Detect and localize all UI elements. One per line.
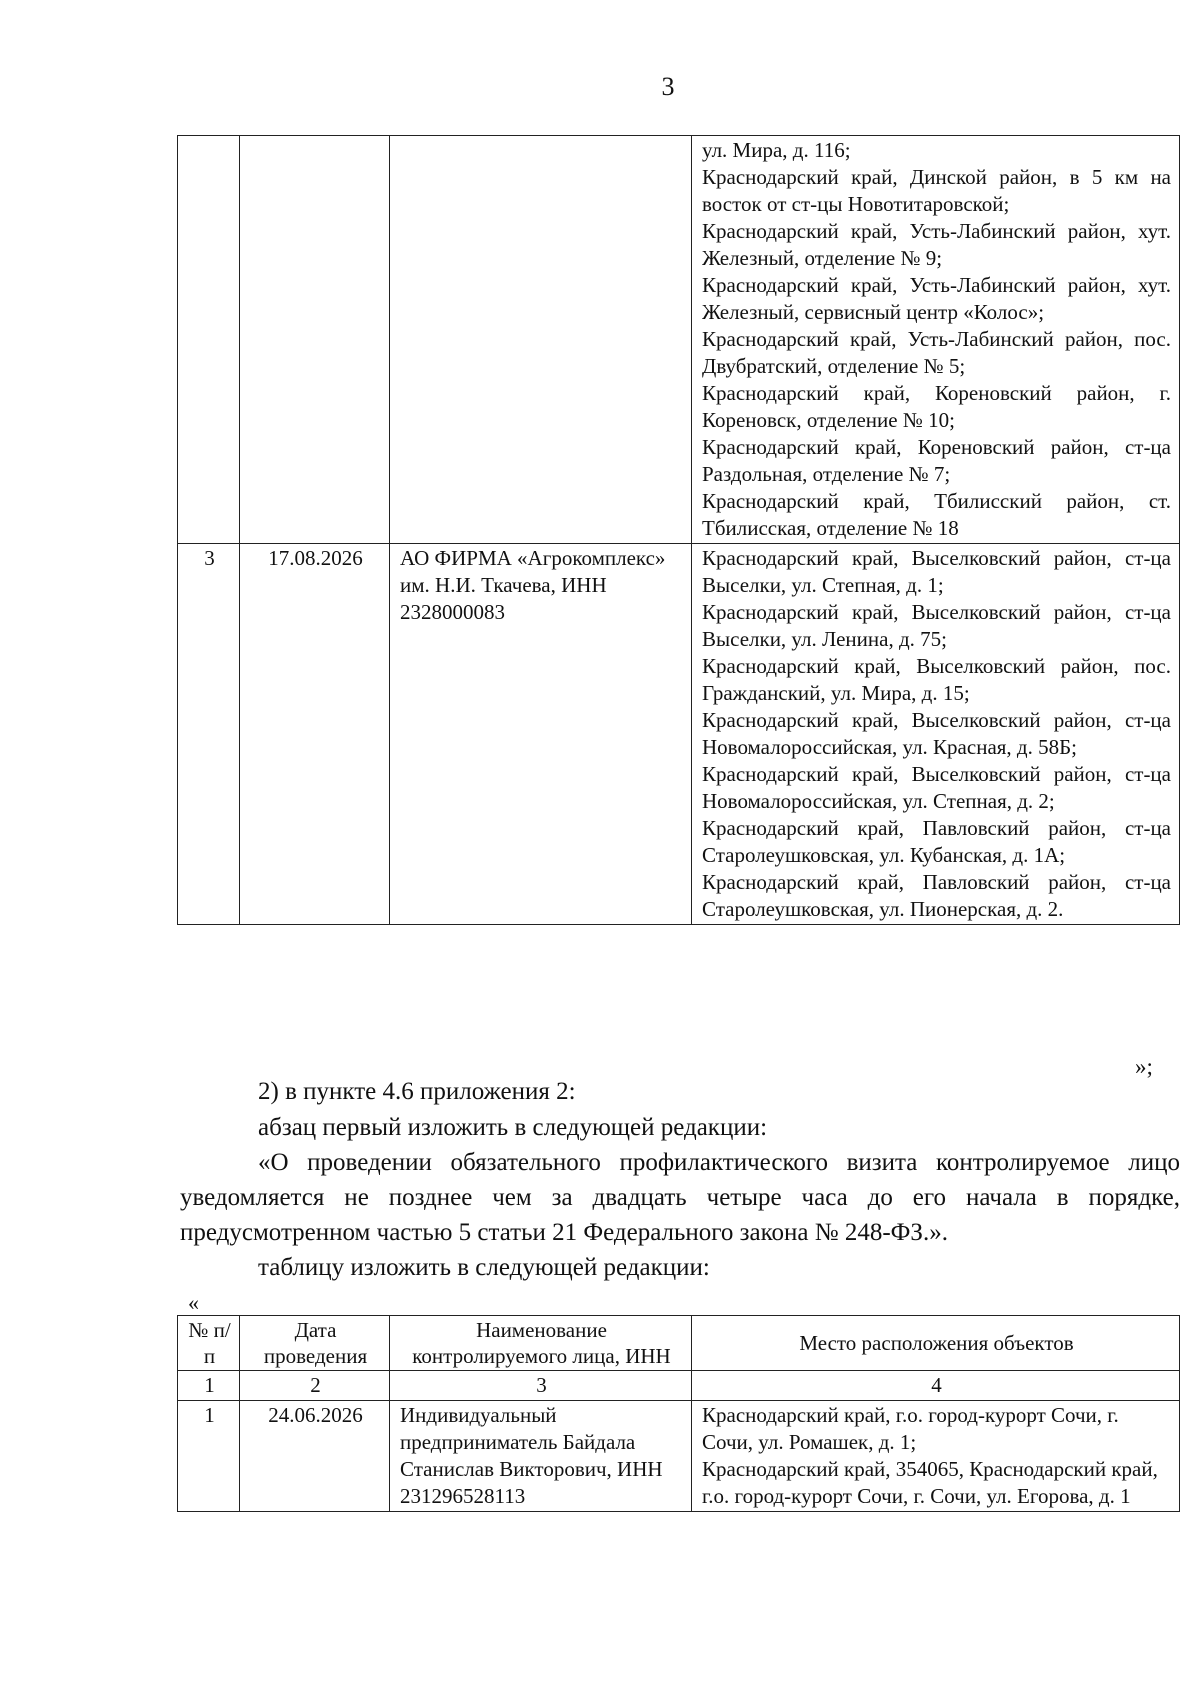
date-cell: 17.08.2026 bbox=[240, 544, 390, 925]
address-line: Краснодарский край, Усть-Лабинский район, хут. Железный, сервисный центр «Колос»; bbox=[702, 273, 1171, 324]
address-line: Краснодарский край, Выселковский район, ст-ца Выселки, ул. Степная, д. 1; bbox=[702, 546, 1171, 597]
address-line: Краснодарский край, Усть-Лабинский район, хут. Железный, отделение № 9; bbox=[702, 219, 1171, 270]
table-header-row bbox=[178, 1316, 1180, 1371]
address-line: Краснодарский край, Тбилисский район, ст. Тбилисская, отделение № 18 bbox=[702, 489, 1171, 540]
open-quote: « bbox=[188, 1290, 199, 1315]
address-line: Краснодарский край, Кореновский район, г. Кореновск, отделение № 10; bbox=[702, 381, 1171, 432]
address-line: ул. Мира, д. 116; bbox=[702, 138, 851, 162]
name-cell bbox=[390, 136, 692, 544]
address-line: Краснодарский край, Кореновский район, ст-ца Раздольная, отделение № 7; bbox=[702, 435, 1171, 486]
address-line: Краснодарский край, г.о. город-курорт Сочи, г. Сочи, ул. Ромашек, д. 1; bbox=[702, 1403, 1119, 1454]
objects-table-new bbox=[177, 1315, 1180, 1512]
column-number: 3 bbox=[390, 1371, 692, 1401]
table-row bbox=[178, 544, 1180, 925]
row-number-cell: 3 bbox=[178, 544, 240, 925]
address-line: Краснодарский край, Усть-Лабинский район, пос. Двубратский, отделение № 5; bbox=[702, 327, 1171, 378]
column-number: 1 bbox=[178, 1371, 240, 1401]
paragraph-quoted-text: «О проведении обязательного профилактического визита контролируемое лицо уведомляется не позднее чем за двадцать четыре часа до его начала в порядке, предусмотренном частью 5 статьи 21 Федерального закона № 248-ФЗ.». bbox=[180, 1149, 1180, 1246]
address-line: Краснодарский край, Выселковский район, ст-ца Новомалороссийская, ул. Степная, д. 2; bbox=[702, 762, 1171, 813]
address-line: Краснодарский край, Динской район, в 5 км на восток от ст-цы Новотитаровской; bbox=[702, 165, 1171, 216]
addresses-cell bbox=[692, 136, 1180, 544]
row-number-cell bbox=[178, 136, 240, 544]
objects-table-continuation bbox=[177, 135, 1180, 925]
paragraph-table-intro: таблицу изложить в следующей редакции: bbox=[258, 1254, 710, 1281]
column-number: 4 bbox=[692, 1371, 1180, 1401]
address-line: Краснодарский край, 354065, Краснодарский край, г.о. город-курорт Сочи, г. Сочи, ул. Егорова, д. 1 bbox=[702, 1457, 1158, 1508]
address-line: Краснодарский край, Павловский район, ст-ца Старолеушковская, ул. Кубанская, д. 1А; bbox=[702, 816, 1171, 867]
addresses-cell bbox=[692, 1401, 1180, 1512]
address-line: Краснодарский край, Выселковский район, пос. Гражданский, ул. Мира, д. 15; bbox=[702, 654, 1171, 705]
header-location: Место расположения объектов bbox=[692, 1316, 1180, 1371]
name-cell: АО ФИРМА «Агрокомплекс» им. Н.И. Ткачева, ИНН 2328000083 bbox=[390, 544, 692, 925]
page-number: 3 bbox=[661, 72, 675, 101]
name-cell: Индивидуальный предприниматель Байдала Станислав Викторович, ИНН 231296528113 bbox=[390, 1401, 692, 1512]
address-line: Краснодарский край, Выселковский район, ст-ца Выселки, ул. Ленина, д. 75; bbox=[702, 600, 1171, 651]
date-cell: 24.06.2026 bbox=[240, 1401, 390, 1512]
paragraph-first-abzac: абзац первый изложить в следующей редакции: bbox=[258, 1114, 768, 1141]
header-date: Дата проведения bbox=[240, 1316, 390, 1371]
table-row bbox=[178, 136, 1180, 544]
row-number-cell: 1 bbox=[178, 1401, 240, 1512]
closing-quote: »; bbox=[1135, 1054, 1153, 1079]
column-number: 2 bbox=[240, 1371, 390, 1401]
header-name: Наименование контролируемого лица, ИНН bbox=[390, 1316, 692, 1371]
header-number: № п/п bbox=[178, 1316, 240, 1371]
address-line: Краснодарский край, Выселковский район, ст-ца Новомалороссийская, ул. Красная, д. 58Б; bbox=[702, 708, 1171, 759]
address-line: Краснодарский край, Павловский район, ст-ца Старолеушковская, ул. Пионерская, д. 2. bbox=[702, 870, 1171, 921]
paragraph-item-2: 2) в пункте 4.6 приложения 2: bbox=[258, 1078, 576, 1105]
column-numbers-row bbox=[178, 1371, 1180, 1401]
date-cell bbox=[240, 136, 390, 544]
table-row bbox=[178, 1401, 1180, 1512]
addresses-cell bbox=[692, 544, 1180, 925]
